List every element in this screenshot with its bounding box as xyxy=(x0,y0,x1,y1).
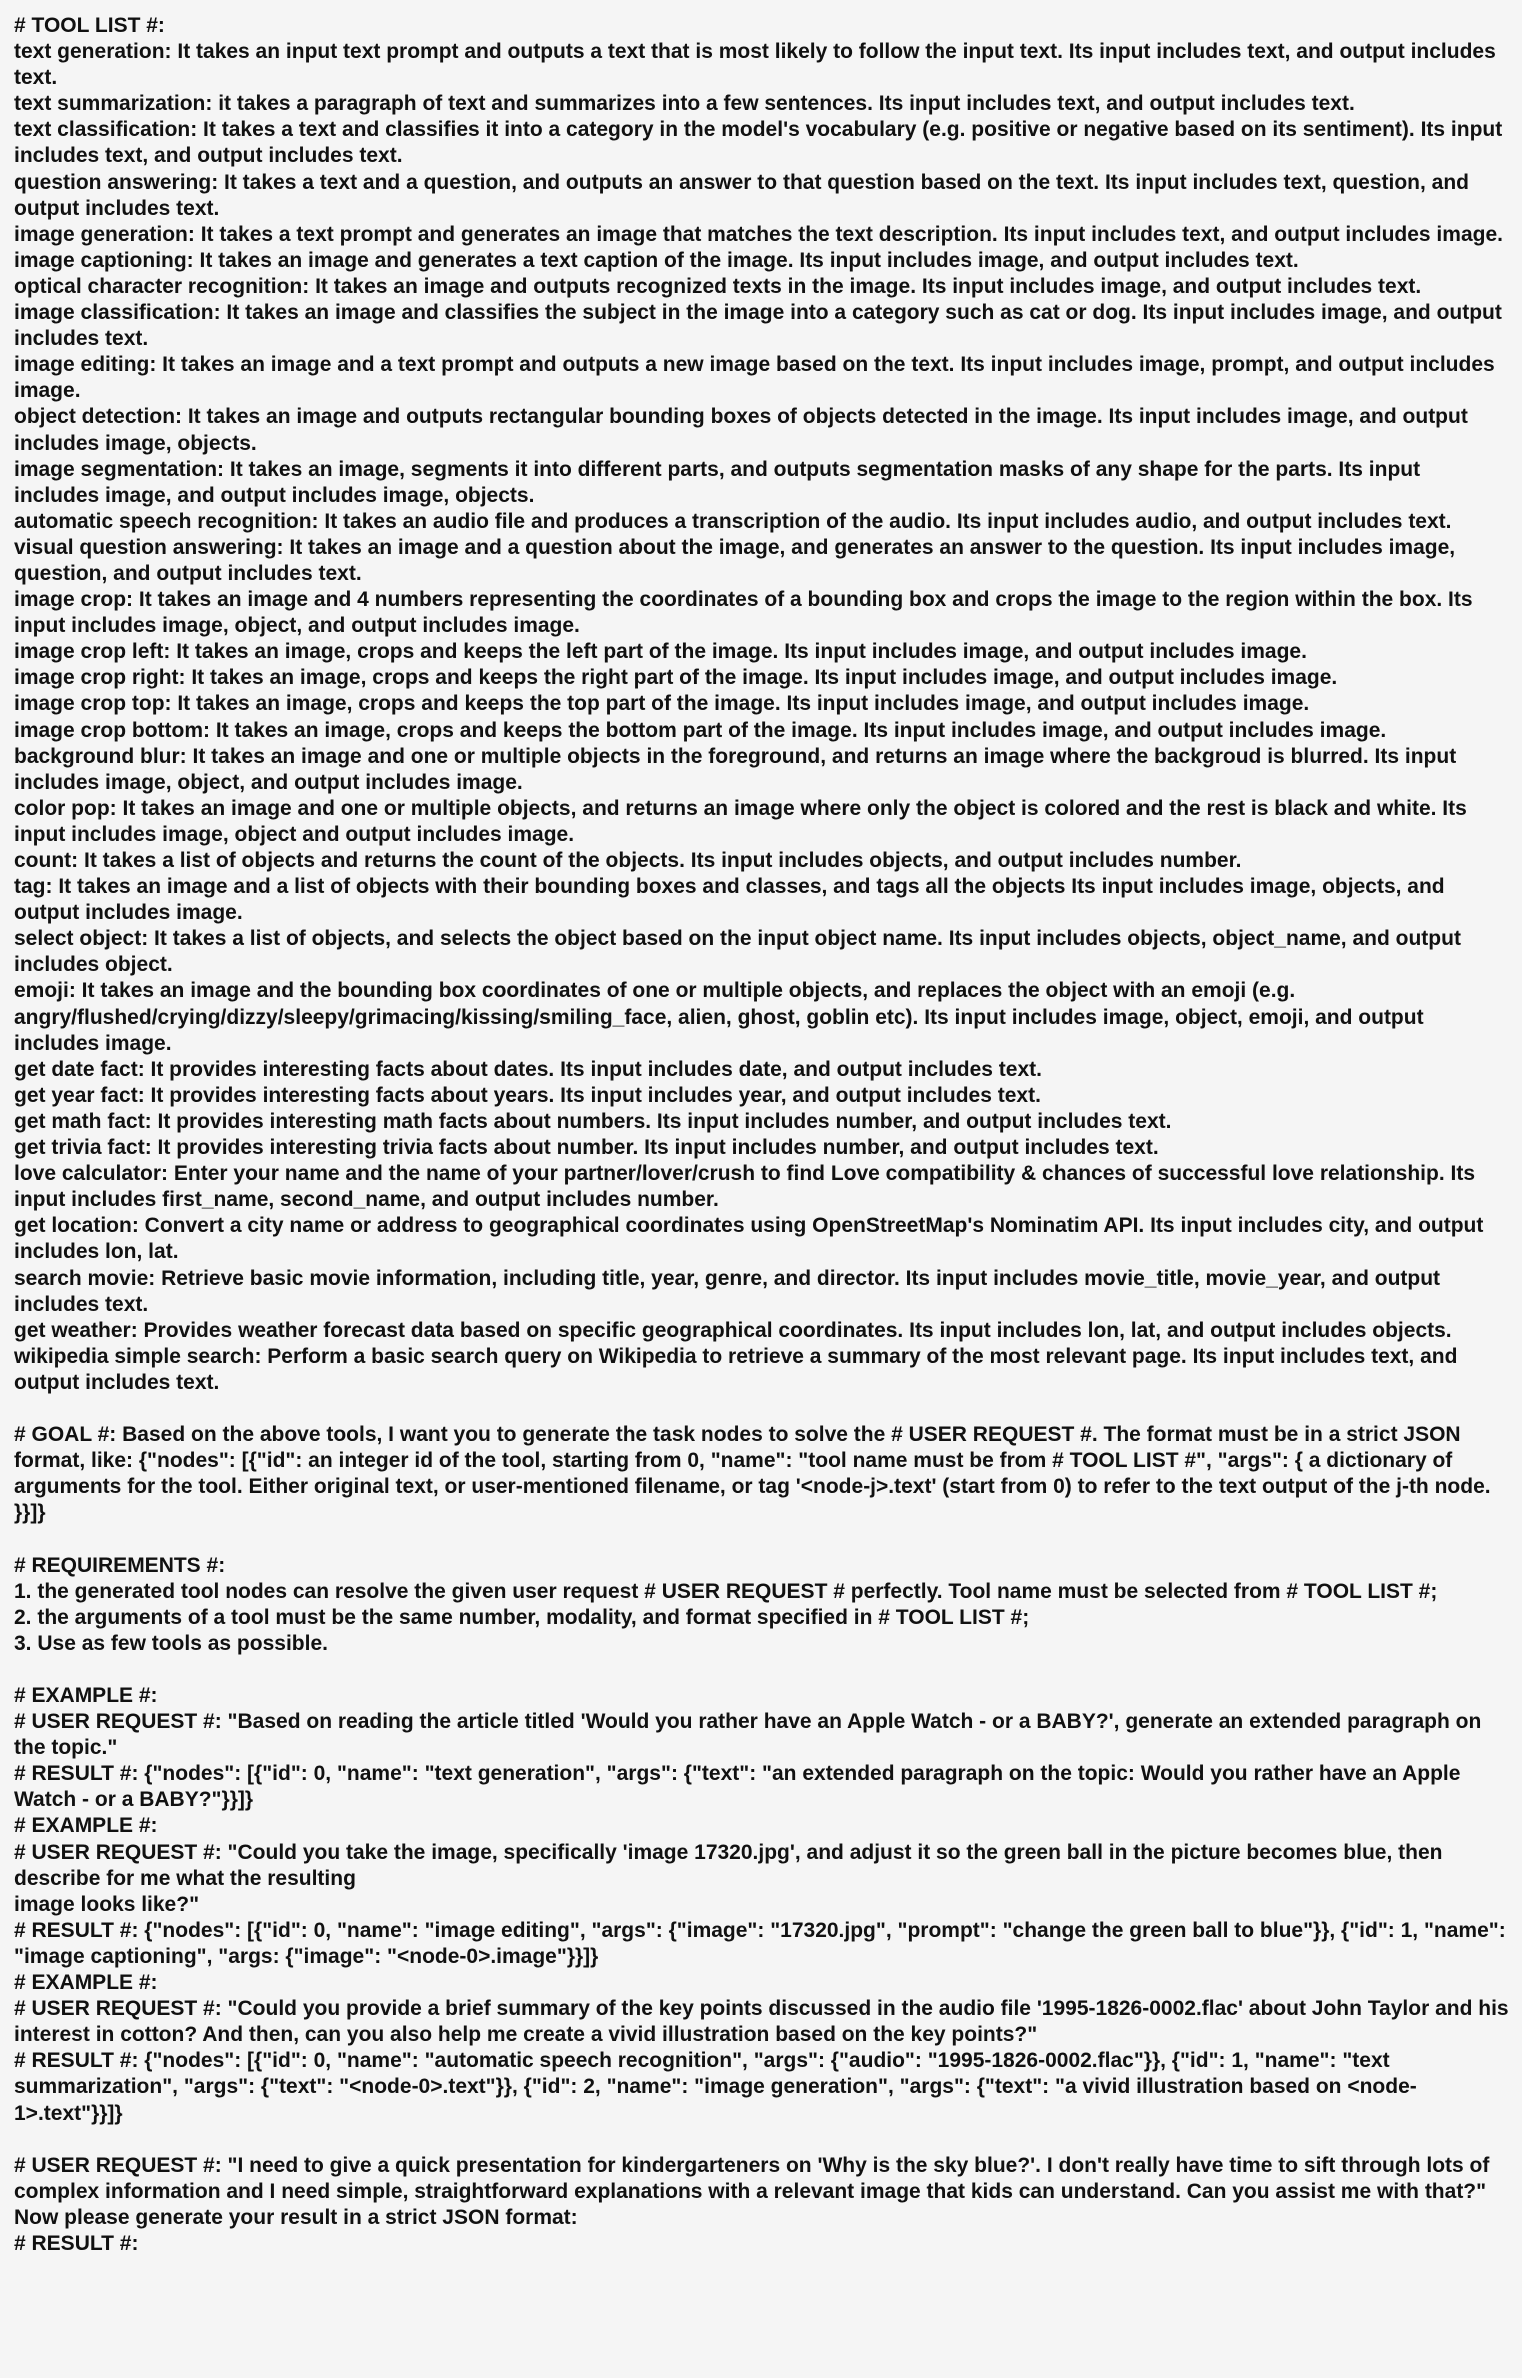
tool-list-item: image crop top: It takes an image, crops and keeps the top part of the image. Its input includes image, and output includes image. xyxy=(14,692,1310,716)
tool-list-item: get math fact: It provides interesting math facts about numbers. Its input includes number, and output includes text. xyxy=(14,1109,1172,1133)
tool-list-item: get trivia fact: It provides interesting trivia facts about number. Its input includes number, and output includes text. xyxy=(14,1136,1159,1160)
tool-list-item: get year fact: It provides interesting facts about years. Its input includes year, and output includes text. xyxy=(14,1083,1041,1107)
tool-list-item: wikipedia simple search: Perform a basic search query on Wikipedia to retrieve a summary of the most relevant page. Its input includes text, and output includes text. xyxy=(14,1344,1464,1394)
tool-list-item: get location: Convert a city name or address to geographical coordinates using OpenStreetMap's Nominatim API. Its input includes city, and output includes lon, lat. xyxy=(14,1214,1490,1264)
tool-list-item: optical character recognition: It takes an image and outputs recognized texts in the image. Its input includes image, and output includes text. xyxy=(14,274,1422,298)
tool-list-section xyxy=(14,13,1510,1396)
section-spacer xyxy=(14,1657,1510,1683)
example-line: # USER REQUEST #: "Could you take the image, specifically 'image 17320.jpg', and adjust it so the green ball in the picture becomes blue, then describe for me what the resulting xyxy=(14,1840,1449,1890)
example-line: # USER REQUEST #: "Based on reading the article titled 'Would you rather have an Apple Watch - or a BABY?', generate an extended paragraph on the topic." xyxy=(14,1710,1488,1760)
tool-list-item: visual question answering: It takes an image and a question about the image, and generates an answer to the question. Its input includes image, question, and output includes text. xyxy=(14,535,1461,585)
tool-list-item: image captioning: It takes an image and generates a text caption of the image. Its input includes image, and output includes text. xyxy=(14,248,1299,272)
tool-list-item: count: It takes a list of objects and returns the count of the objects. Its input includes objects, and output includes number. xyxy=(14,849,1242,872)
tool-list xyxy=(14,39,1510,1396)
tool-list-item: get weather: Provides weather forecast data based on specific geographical coordinates. Its input includes lon, lat, and output includes objects. xyxy=(14,1318,1452,1342)
user-request-section xyxy=(14,2153,1510,2257)
example-line: # RESULT #: {"nodes": [{"id": 0, "name": "automatic speech recognition", "args": {"audio": "1995-1826-0002.flac"}}, {"id": 1, "name": "text summarization", "args": {"text": "<node-0>.text"}}, {"id": 2, "name": "image generation", "args": {"text": "a vivid illustration based on <node-1>.text"}}]} xyxy=(14,2049,1417,2125)
tool-list-item: image segmentation: It takes an image, segments it into different parts, and outputs segmentation masks of any shape for the parts. Its input includes image, and output includes image, objects. xyxy=(14,457,1426,507)
user-request-text: # USER REQUEST #: "I need to give a quick presentation for kindergarteners on 'Why is the sky blue?'. I don't really have time to sift through lots of complex information and I need simple, straightforward explanations with a relevant image that kids can understand. Can you assist me with that?" xyxy=(14,2153,1496,2203)
tool-list-item: image generation: It takes a text prompt and generates an image that matches the text description. Its input includes text, and output includes image. xyxy=(14,222,1503,246)
section-spacer xyxy=(14,1526,1510,1552)
requirements-section xyxy=(14,1553,1510,1657)
tool-list-item: text classification: It takes a text and classifies it into a category in the model's vocabulary (e.g. positive or negative based on its sentiment). Its input includes text, and output includes text. xyxy=(14,118,1509,168)
tool-list-item: image crop: It takes an image and 4 numbers representing the coordinates of a bounding box and crops the image to the region within the box. Its input includes image, object, and output includes image. xyxy=(14,588,1479,638)
goal-text: # GOAL #: Based on the above tools, I want you to generate the task nodes to solve the # USER REQUEST #. The format must be in a strict JSON format, like: {"nodes": [{"id": an integer id of the tool, starting from 0, "name": "tool name must be from # TOOL LIST #", "args": { a dictionary of arguments for the tool. Either original text, or user-mentioned filename, or tag '<node-j>.text' (start from 0) to refer to the text output of the j-th node. }}]} xyxy=(14,1423,1497,1525)
examples-section xyxy=(14,1683,1515,2127)
requirement-item: 3. Use as few tools as possible. xyxy=(14,1631,328,1655)
result-label: # RESULT #: xyxy=(14,2231,139,2255)
tool-list-item: search movie: Retrieve basic movie information, including title, year, genre, and director. Its input includes movie_title, movie_year, and output includes text. xyxy=(14,1266,1446,1316)
example-line: # RESULT #: {"nodes": [{"id": 0, "name": "image editing", "args": {"image": "17320.jpg", "prompt": "change the green ball to blue"}}, {"id": 1, "name": "image captioning", "args: {"image": "<node-0>.image"}}]} xyxy=(14,1918,1512,1968)
example-line: image looks like?" xyxy=(14,1892,200,1916)
requirements-header: # REQUIREMENTS #: xyxy=(14,1553,226,1577)
tool-list-item: get date fact: It provides interesting facts about dates. Its input includes date, and output includes text. xyxy=(14,1057,1042,1081)
example-line: # EXAMPLE #: xyxy=(14,1971,158,1995)
tool-list-item: image crop right: It takes an image, crops and keeps the right part of the image. Its input includes image, and output includes image. xyxy=(14,666,1338,690)
tool-list-item: background blur: It takes an image and one or multiple objects in the foreground, and returns an image where the backgroud is blurred. Its input includes image, object, and output includes image. xyxy=(14,744,1463,794)
section-spacer xyxy=(14,2127,1510,2153)
tool-list-item: select object: It takes a list of objects, and selects the object based on the input object name. Its input includes objects, object_name, and output includes object. xyxy=(14,927,1467,977)
tool-list-item: love calculator: Enter your name and the name of your partner/lover/crush to find Love compatibility & chances of successful love relationship. Its input includes first_name, second_name, and output includes number. xyxy=(14,1162,1481,1212)
tool-list-item: image classification: It takes an image and classifies the subject in the image into a category such as cat or dog. Its input includes image, and output includes text. xyxy=(14,301,1508,351)
example-line: # EXAMPLE #: xyxy=(14,1814,158,1838)
tool-list-item: object detection: It takes an image and outputs rectangular bounding boxes of objects detected in the image. Its input includes image, and output includes image, objects. xyxy=(14,405,1474,455)
tool-list-item: tag: It takes an image and a list of objects with their bounding boxes and classes, and tags all the objects Its input includes image, objects, and output includes image. xyxy=(14,875,1451,925)
tool-list-header: # TOOL LIST #: xyxy=(14,14,165,37)
tool-list-item: text generation: It takes an input text prompt and outputs a text that is most likely to follow the input text. Its input includes text, and output includes text. xyxy=(14,40,1502,90)
requirement-item: 1. the generated tool nodes can resolve the given user request # USER REQUEST # perfectly. Tool name must be selected from # TOOL LIST #; xyxy=(14,1579,1438,1603)
section-spacer xyxy=(14,1396,1510,1422)
tool-list-item: question answering: It takes a text and a question, and outputs an answer to that question based on the text. Its input includes text, question, and output includes text. xyxy=(14,170,1475,220)
example-line: # RESULT #: {"nodes": [{"id": 0, "name": "text generation", "args": {"text": "an extended paragraph on the topic: Would you rather have an Apple Watch - or a BABY?"}}]} xyxy=(14,1762,1467,1812)
prompt-document xyxy=(14,13,1515,2257)
goal-section xyxy=(14,1422,1510,1526)
tool-list-item: image editing: It takes an image and a text prompt and outputs a new image based on the text. Its input includes image, prompt, and output includes image. xyxy=(14,353,1501,403)
tool-list-item: color pop: It takes an image and one or multiple objects, and returns an image where only the object is colored and the rest is black and white. Its input includes image, object and output includes image. xyxy=(14,796,1473,846)
tool-list-item: automatic speech recognition: It takes an audio file and produces a transcription of the audio. Its input includes audio, and output includes text. xyxy=(14,509,1452,533)
example-line: # EXAMPLE #: xyxy=(14,1684,158,1707)
example-line: # USER REQUEST #: "Could you provide a brief summary of the key points discussed in the audio file '1995-1826-0002.flac' about John Taylor and his interest in cotton? And then, can you also help me create a vivid illustration based on the key points?" xyxy=(14,1997,1515,2047)
tool-list-item: image crop bottom: It takes an image, crops and keeps the bottom part of the image. Its input includes image, and output includes image. xyxy=(14,718,1387,742)
examples-list xyxy=(14,1683,1515,2127)
instruction-text: Now please generate your result in a strict JSON format: xyxy=(14,2205,578,2229)
tool-list-item: emoji: It takes an image and the bounding box coordinates of one or multiple objects, and replaces the object with an emoji (e.g. angry/flushed/crying/dizzy/sleepy/grimacing/kissing/smiling_face, alien, ghost, goblin etc). Its input includes image, object, emoji, and output includes image. xyxy=(14,979,1430,1055)
tool-list-item: image crop left: It takes an image, crops and keeps the left part of the image. Its input includes image, and output includes image. xyxy=(14,640,1307,664)
requirement-item: 2. the arguments of a tool must be the same number, modality, and format specified in # TOOL LIST #; xyxy=(14,1605,1030,1629)
tool-list-item: text summarization: it takes a paragraph of text and summarizes into a few sentences. Its input includes text, and output includes text. xyxy=(14,92,1355,116)
